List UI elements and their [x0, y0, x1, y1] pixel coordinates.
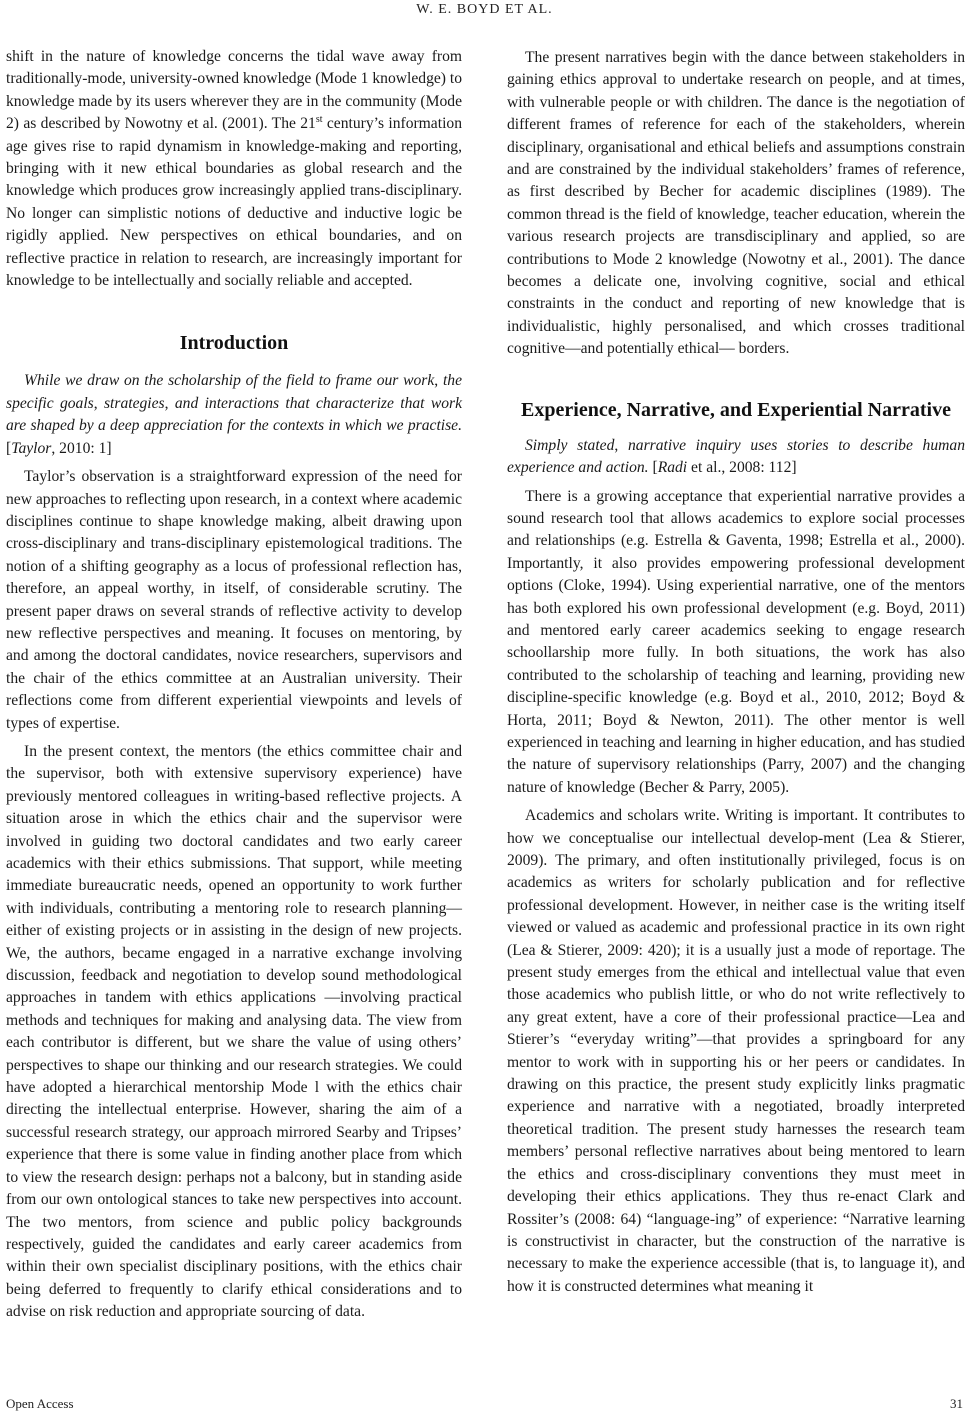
paragraph: Academics and scholars write. Writing is important. It contributes to how we conceptualise our intellectual develop-ment (Lea & Stierer, 2009). The primary, and often institutionally privileged, focus is on academics as writers for scholarly publication and for reflective professional development. However, in neither case is the writing itself viewed or valued as academic and professional practice in its own right (Lea & Stierer, 2009: 420); it is a usually just a mode of reportage. The present study emerges from the ethical and intellectual value that even those academics who publish little, or who do not write reflectively to any great extent, have a core of their professional practice—Lea and Stierer’s “everyday writing”—that provides a springboard for any mentor to work with in supporting his or her peers or candidates. In drawing on this practice, the present study explicitly links pragmatic experience and narrative with a negotiated, broadly interpreted theoretical tradition. The present study harnesses the research team members’ personal reflective narratives about being mentored to learn the ethics and cross-disciplinary conventions they must meet in developing their ethics applications. They thus re-enact Clark and Rossiter’s (2008: 64) “language-ing” of experience: “Narrative learning is constructivist in character, but the construction of the narrative is necessary to make the experience accessible (that is, to language it), and how it is constructed determines what meaning it — [507, 807, 965, 1295]
paragraph: shift in the nature of knowledge concerns the tidal wave away from traditionally-mode, university-owned knowledge (Mode 1 knowledge) to knowledge made by its users wherever they are in the community (Mode 2) as described by Nowotny et al. (2001). The 21st century’s information age gives rise to rapid dynamism in knowledge-making and reporting, bringing with it new ethical boundaries as global research and the knowledge which produces grow increasingly applied trans-disciplinary. No longer can simplistic notions of deductive and inductive logic be rigidly applied. New perspectives on ethical boundaries, and on reflective practice in relation to research, are increasingly important for knowledge to be intellectually and socially reliable and accepted. — [6, 48, 463, 290]
paragraph: The present narratives begin with the dance between stakeholders in gaining ethics approval to undertake research on people, and at times, with vulnerable people or with children. The dance is the negotiation of different frames of reference for each of the stakeholders, wherein disciplinary, organisational and ethical beliefs and assumptions constrain and are constrained by the individual stakeholders’ frames of reference, as first described by Becher for academic disciplines (1989). The common thread is the field of knowledge, teacher education, wherein the various research projects are transdisciplinary and applied, so are contributions to Mode 2 knowledge (Nowotny et al., 2001). The dance becomes a delicate one, involving cognitive, social and ethical constraints in the conduct and reporting of new knowledge that is individualistic, highly personalised, and which crosses traditional cognitive—and potentially ethical— borders. — [507, 49, 965, 358]
section-heading-introduction: Introduction — [179, 332, 289, 355]
paragraph: There is a growing acceptance that experiential narrative provides a sound research tool that allows academics to explore social processes and relationships (e.g. Estrella & Gaventa, 1998; Estrella et al., 2000). Importantly, it also provides empowering professional development options (Cloke, 1994). Using experiential narrative, one of the mentors has both explored his own professional development (e.g. Boyd, 2011) and mentored early career academics seeking to engage research schoollarship more fully. In both situations, the work has also contributed to the scholarship of teaching and learning, providing new discipline-specific knowledge (e.g. Boyd et al., 2010, 2012; Boyd & Horta, 2011; Boyd & Newton, 2011). The other mentor is well experienced in teaching and learning in higher education, and has studied the nature of supervisory relationships (Parry, 2007) and the changing nature of knowledge (Becher & Parry, 2005). — [507, 487, 965, 796]
epigraph: While we draw on the scholarship of the field to frame our work, the specific goals, strategies, and interactions that characterize that work are shaped by a deep appreciation for the contexts in which we practise. [Taylor, 2010: 1] — [6, 372, 463, 457]
running-head: W. E. BOYD ET AL. — [416, 2, 553, 17]
superscript: st — [315, 114, 323, 126]
paragraph: In the present context, the mentors (the ethics committee chair and the supervisor, both with extensive supervisory experience) have previously mentored colleagues in writing-based reflective projects. A situation arose in which the ethics chair and the supervisor were involved in guiding two doctoral candidates and two early career academics with their ethics submissions. That support, while meeting immediate bureaucratic needs, opened an opportunity to work further with individuals, contributing a mentoring role to research planning—either of existing projects or in assisting in the design of new projects. We, the authors, became engaged in a narrative exchange involving discussion, feedback and negotiation to develop sound methodological approaches in tandem with ethics applications —involving practical methods and techniques for making and analysing data. The view from each contributor is different, but we share the value of using others’ perspectives to shape our thinking and our research strategies. We could have adopted a hierarchical mentorship Mode l with the ethics chair directing the intellectual enterprise. However, sharing the aim of a successful research strategy, our approach mirrored Searby and Tripses’ experience that there is some value in finding another place from which to view the research design: perhaps not a balcony, but in standing aside from our own ontological stances to take new perspectives into account. The two mentors, from science and public policy backgrounds respectively, guided the candidates and early career academics from within their own specialist disciplinary positions, with the ethics chair being deferred to frequently to clarify ethical considerations and to advise on risk reduction and appropriate sourcing of data. — [6, 742, 462, 1321]
right-column — [507, 47, 965, 1298]
epigraph: Simply stated, narrative inquiry uses stories to describe human experience and action. [Radi et al., 2008: 112] — [507, 436, 965, 477]
journal-label: Open Access — [6, 1396, 74, 1411]
section-heading-experience: Experience, Narrative, and Experiential Narrative — [521, 398, 951, 421]
page-number: 31 — [950, 1396, 963, 1411]
left-column — [6, 46, 462, 1324]
paragraph: Taylor’s observation is a straightforward expression of the need for new approaches to reflecting upon research, in a context where academic disciplines continue to shape knowledge making, albeit drawing upon cross-disciplinary and trans-disciplinary epistemological traditions. The notion of a shifting geography as a locus of professional reflection has, therefore, an appeal worthy, in itself, of considerable scrutiny. The present paper draws on several strands of reflective activity to develop new reflective perspectives and meaning. It focuses on mentoring, by and among the doctoral candidates, novice researchers, supervisors and the chair of the ethics committee at an Australian university. Their reflections come from different experiential viewpoints and levels of types of expertise. — [6, 468, 462, 732]
